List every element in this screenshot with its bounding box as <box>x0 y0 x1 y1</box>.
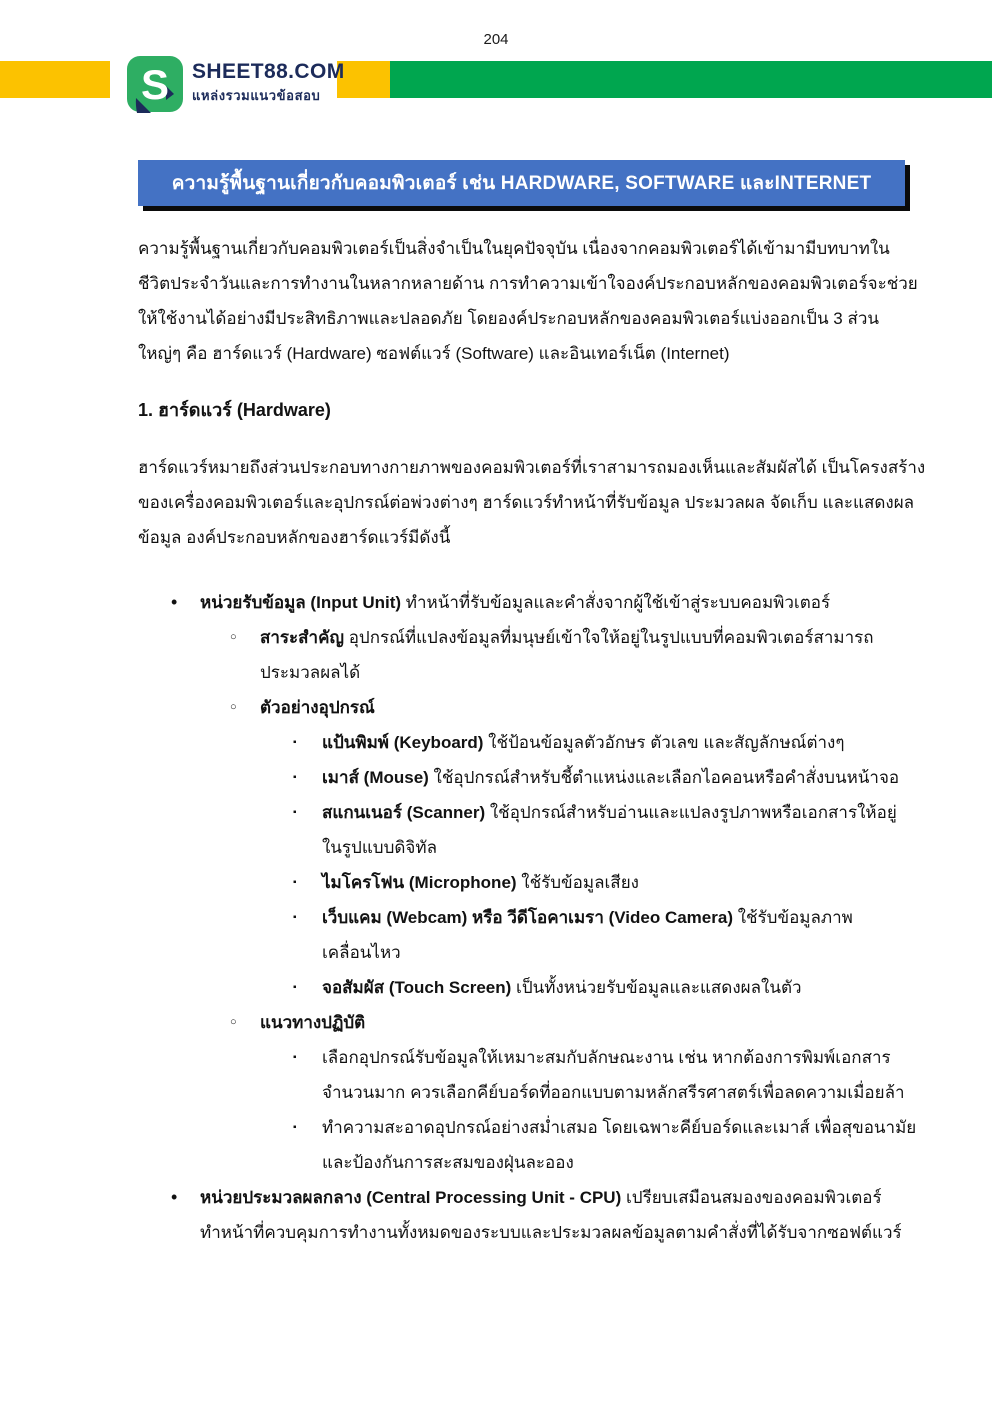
list-item <box>138 585 905 620</box>
list-item <box>138 970 905 1005</box>
square-bullet-icon: ▪ <box>293 877 297 888</box>
section-paragraph <box>138 450 926 555</box>
paragraph-line: ของเครื่องคอมพิวเตอร์และอุปกรณ์ต่อพ่วงต่างๆ ฮาร์ดแวร์ทำหน้าที่รับข้อมูล ประมวลผล จัดเก็บ และแสดงผล <box>138 493 915 512</box>
list-item-text: ใช้อุปกรณ์สำหรับชี้ตำแหน่งและเลือกไอคอนหรือคำสั่งบนหน้าจอ <box>428 768 900 787</box>
list-item-text: ทำหน้าที่ควบคุมการทำงานทั้งหมดของระบบและประมวลผลข้อมูลตามคำสั่งที่ได้รับจากซอฟต์แวร์ <box>200 1223 902 1242</box>
list-item-text: และป้องกันการสะสมของฝุ่นละออง <box>322 1153 574 1172</box>
list-item-text: เป็นทั้งหน่วยรับข้อมูลและแสดงผลในตัว <box>511 978 802 997</box>
list-item <box>138 1110 917 1145</box>
list-item-continuation <box>138 935 905 970</box>
square-bullet-icon: ▪ <box>293 1052 297 1063</box>
circle-bullet-icon: ○ <box>230 1016 237 1028</box>
brand-name: SHEET88.COM <box>192 60 345 83</box>
list-item-continuation <box>138 1145 905 1180</box>
header-bar-yellow-mid <box>337 61 390 98</box>
list-item <box>138 725 905 760</box>
list-item-term: หน่วยรับข้อมูล (Input Unit) <box>200 593 402 612</box>
list-item-text: ประมวลผลได้ <box>260 663 361 682</box>
list-item-term: หน่วยประมวลผลกลาง (Central Processing Unit - CPU) <box>200 1188 622 1207</box>
list-item-text: เลือกอุปกรณ์รับข้อมูลให้เหมาะสมกับลักษณะงาน เช่น หากต้องการพิมพ์เอกสาร <box>322 1048 891 1067</box>
square-bullet-icon: ▪ <box>293 807 297 818</box>
disc-bullet-icon: • <box>171 1187 178 1207</box>
disc-bullet-icon: • <box>171 592 178 612</box>
list-item <box>138 620 905 655</box>
paragraph-line: ฮาร์ดแวร์หมายถึงส่วนประกอบทางกายภาพของคอมพิวเตอร์ที่เราสามารถมองเห็นและสัมผัสได้ เป็นโครงสร้าง <box>138 458 926 477</box>
list-item-text: ใช้รับข้อมูลภาพ <box>732 908 853 927</box>
list-item-continuation <box>138 1075 905 1110</box>
intro-paragraph <box>138 231 918 371</box>
list-item-term: จอสัมผัส (Touch Screen) <box>322 978 512 997</box>
content <box>138 231 926 1250</box>
sheet88-logo <box>127 56 345 119</box>
list-item <box>138 1180 905 1215</box>
list-item-text: ในรูปแบบดิจิทัล <box>322 838 438 857</box>
svg-text:S: S <box>140 61 170 108</box>
list-item-term: สแกนเนอร์ (Scanner) <box>322 803 486 822</box>
list-item <box>138 1040 905 1075</box>
list-item <box>138 865 905 900</box>
paragraph-line: ความรู้พื้นฐานเกี่ยวกับคอมพิวเตอร์เป็นสิ่งจำเป็นในยุคปัจจุบัน เนื่องจากคอมพิวเตอร์ได้เข้ามามีบทบาทใน <box>138 239 890 258</box>
circle-bullet-icon: ○ <box>230 701 237 713</box>
square-bullet-icon: ▪ <box>293 912 297 923</box>
list-item <box>138 900 905 935</box>
list-item-text: ใช้อุปกรณ์สำหรับอ่านและแปลงรูปภาพหรือเอกสารให้อยู่ <box>485 803 897 822</box>
title-banner-text: ความรู้พื้นฐานเกี่ยวกับคอมพิวเตอร์ เช่น HARDWARE, SOFTWARE และINTERNET <box>171 173 872 194</box>
square-bullet-icon: ▪ <box>293 737 297 748</box>
list-item-text: จำนวนมาก ควรเลือกคีย์บอร์ดที่ออกแบบตามหลักสรีรศาสตร์เพื่อลดความเมื่อยล้า <box>322 1083 905 1102</box>
header-bar-green <box>390 61 992 98</box>
list-item-term: เมาส์ (Mouse) <box>322 768 429 787</box>
list-item-term: ไมโครโฟน (Microphone) <box>322 873 517 892</box>
sheet88-logo-icon <box>127 56 183 119</box>
brand-tagline: แหล่งรวมแนวข้อสอบ <box>192 88 321 103</box>
list-item-continuation <box>138 830 905 865</box>
logo-text <box>192 56 345 106</box>
list-item-text: ใช้รับข้อมูลเสียง <box>516 873 639 892</box>
list-item-text: อุปกรณ์ที่แปลงข้อมูลที่มนุษย์เข้าใจให้อยู่ในรูปแบบที่คอมพิวเตอร์สามารถ <box>343 628 874 647</box>
list-item <box>138 1005 905 1040</box>
circle-bullet-icon: ○ <box>230 631 237 643</box>
list-item <box>138 760 905 795</box>
list-item-term: แป้นพิมพ์ (Keyboard) <box>322 733 484 752</box>
section-heading: 1. ฮาร์ดแวร์ (Hardware) <box>138 400 331 420</box>
list-item-continuation <box>138 1215 905 1250</box>
list-item-text: ใช้ป้อนข้อมูลตัวอักษร ตัวเลข และสัญลักษณ์ต่างๆ <box>483 733 845 752</box>
paragraph-line: ให้ใช้งานได้อย่างมีประสิทธิภาพและปลอดภัย โดยองค์ประกอบหลักของคอมพิวเตอร์แบ่งออกเป็น 3 ส่วน <box>138 309 880 328</box>
paragraph-line: ชีวิตประจำวันและการทำงานในหลากหลายด้าน การทำความเข้าใจองค์ประกอบหลักของคอมพิวเตอร์จะช่วย <box>138 274 918 293</box>
title-banner <box>138 160 905 206</box>
list-item-text: ทำความสะอาดอุปกรณ์อย่างสม่ำเสมอ โดยเฉพาะคีย์บอร์ดและเมาส์ เพื่อสุขอนามัย <box>322 1118 917 1137</box>
square-bullet-icon: ▪ <box>293 1122 297 1133</box>
paragraph-line: ใหญ่ๆ คือ ฮาร์ดแวร์ (Hardware) ซอฟต์แวร์ (Software) และอินเทอร์เน็ต (Internet) <box>138 344 730 363</box>
list-item-term: สาระสำคัญ <box>260 628 344 647</box>
header-bar-yellow-left <box>0 61 110 98</box>
list-item-text: ทำหน้าที่รับข้อมูลและคำสั่งจากผู้ใช้เข้าสู่ระบบคอมพิวเตอร์ <box>401 593 831 612</box>
paragraph-line: ข้อมูล องค์ประกอบหลักของฮาร์ดแวร์มีดังนี้ <box>138 528 451 547</box>
list-item-term: แนวทางปฏิบัติ <box>260 1013 366 1032</box>
list-item-term: ตัวอย่างอุปกรณ์ <box>260 698 375 717</box>
square-bullet-icon: ▪ <box>293 772 297 783</box>
list-item-text: เปรียบเสมือนสมองของคอมพิวเตอร์ <box>621 1188 882 1207</box>
page-number: 204 <box>483 31 509 48</box>
square-bullet-icon: ▪ <box>293 982 297 993</box>
hardware-list <box>138 585 917 1250</box>
list-item-term: เว็บแคม (Webcam) หรือ วีดีโอคาเมรา (Video Camera) <box>322 908 733 927</box>
list-item <box>138 795 905 830</box>
list-item <box>138 690 905 725</box>
list-item-text: เคลื่อนไหว <box>322 943 401 962</box>
list-item-continuation <box>138 655 905 690</box>
